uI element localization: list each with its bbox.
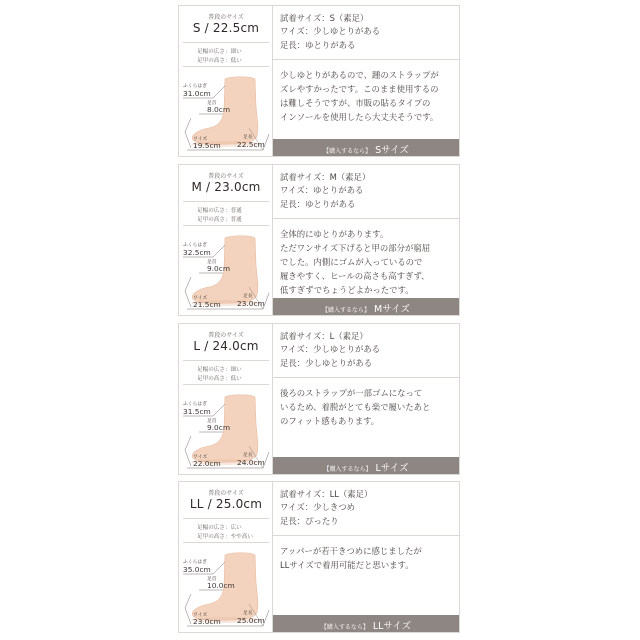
foot-width-text: 足幅の広さ：細い — [197, 367, 242, 373]
recommended-size: Lサイズ — [375, 463, 409, 474]
recommended-size: Mサイズ — [374, 304, 410, 315]
recommend-prefix: 【購入するなら】 — [323, 466, 372, 473]
calf-value: 35.0cm — [183, 565, 211, 574]
review-text — [280, 544, 458, 572]
wise-value: 21.5cm — [193, 300, 221, 309]
wise-label: ワイズ — [193, 296, 208, 301]
trial-line: ワイズ：少しゆとりがある — [280, 26, 381, 37]
review-line: LLサイズで着用可能だと思います。 — [280, 560, 414, 570]
recommended-size-banner[interactable] — [273, 457, 459, 474]
trial-line: 試着サイズ：L（素足） — [280, 331, 368, 341]
foot-width-text: 足幅の広さ：普通 — [197, 208, 242, 214]
divider — [183, 360, 269, 361]
recommended-size: Sサイズ — [375, 145, 409, 156]
recommend-prefix: 【購入するなら】 — [323, 148, 372, 155]
calf-label: ふくらはぎ — [183, 84, 207, 89]
review-line: アッパーが若干きつめに感じましたが — [280, 546, 422, 556]
review-line: ズレやすかったです。このまま使用するの — [280, 84, 439, 94]
ankle-label: 足首 — [207, 419, 217, 424]
trial-line: 試着サイズ：LL（素足） — [280, 489, 373, 499]
divider — [183, 42, 269, 43]
usual-size-label: 普段のサイズ — [208, 490, 244, 497]
usual-size-label: 普段のサイズ — [208, 173, 244, 180]
review-line: 全体的にゆとりがあります。 — [280, 229, 389, 239]
length-value: 24.0cm — [237, 458, 265, 467]
recommended-size: LLサイズ — [372, 621, 412, 632]
divider — [183, 201, 269, 202]
size-card — [178, 164, 460, 316]
foot-measurement-illustration — [179, 384, 273, 474]
trial-line: 足長：ゆとりがある — [280, 39, 356, 50]
usual-size-label: 普段のサイズ — [208, 332, 244, 339]
wise-value: 22.0cm — [193, 459, 221, 468]
size-profile-panel — [179, 165, 273, 315]
trial-line: 足長：ゆとりがある — [280, 198, 356, 209]
size-profile-panel — [179, 324, 273, 474]
length-label: 足長 — [243, 611, 253, 616]
instep-height-text: 足甲の高さ：やや高い — [197, 534, 253, 540]
trial-review-panel — [273, 324, 459, 474]
foot-measurement-illustration — [179, 225, 273, 315]
calf-value: 31.5cm — [183, 407, 211, 416]
calf-value: 32.5cm — [183, 248, 211, 257]
review-line: 履きやすく、ヒールの高さも高すぎず、 — [280, 271, 430, 281]
foot-width-text: 足幅の広さ：広い — [197, 525, 242, 531]
review-line: 少しゆとりがあるので、踵のストラップが — [280, 70, 439, 80]
ankle-value: 9.0cm — [207, 423, 231, 432]
length-value: 22.5cm — [237, 140, 265, 149]
divider — [273, 535, 459, 536]
usual-size-value: S / 22.5cm — [192, 21, 260, 35]
instep-height-text: 足甲の高さ：低い — [197, 376, 242, 382]
trial-line: 試着サイズ：M（素足） — [280, 172, 371, 182]
usual-size-label: 普段のサイズ — [208, 14, 244, 21]
ankle-label: 足首 — [207, 577, 217, 582]
wise-value: 23.0cm — [193, 617, 221, 626]
size-profile-panel — [179, 6, 273, 156]
usual-size-value: L / 24.0cm — [193, 339, 259, 353]
recommend-prefix: 【購入するなら】 — [322, 307, 371, 314]
ankle-label: 足首 — [207, 101, 217, 106]
length-label: 足長 — [243, 294, 253, 299]
trial-line: ワイズ：少しゆとりがある — [280, 344, 381, 355]
usual-size-value: LL / 25.0cm — [189, 497, 263, 511]
foot-measurement-illustration — [179, 66, 273, 156]
ankle-value: 10.0cm — [207, 581, 235, 590]
length-label: 足長 — [243, 453, 253, 458]
recommended-size-banner[interactable] — [273, 139, 459, 156]
foot-measurement-illustration — [179, 542, 273, 632]
trial-review-panel — [273, 482, 459, 632]
divider — [273, 377, 459, 378]
instep-height-text: 足甲の高さ：普通 — [197, 217, 242, 223]
review-line: は難しそうですが、市販の貼るタイプの — [280, 98, 431, 108]
review-line: でした。内側にゴムが入っているので — [280, 257, 423, 267]
calf-value: 31.0cm — [183, 89, 211, 98]
review-line: 低すぎずでちょうどよかったです。 — [280, 285, 414, 295]
ankle-value: 8.0cm — [207, 105, 231, 114]
ankle-label: 足首 — [207, 260, 217, 265]
size-card — [178, 323, 460, 475]
review-text — [280, 227, 458, 297]
length-value: 25.0cm — [237, 616, 265, 625]
trial-line: ワイズ：少しきつめ — [280, 502, 356, 513]
wise-label: ワイズ — [193, 613, 208, 618]
trial-review-panel — [273, 6, 459, 156]
review-line: のフィット感もあります。 — [280, 416, 380, 426]
instep-height-text: 足甲の高さ：低い — [197, 58, 242, 64]
wise-label: ワイズ — [193, 137, 208, 142]
trial-size-details — [280, 488, 458, 528]
wise-bracket — [185, 277, 191, 307]
size-profile-panel — [179, 482, 273, 632]
length-label: 足長 — [243, 135, 253, 140]
foot-width-text: 足幅の広さ：細い — [197, 49, 242, 55]
trial-line: ワイズ：ゆとりがある — [280, 185, 364, 196]
review-text — [280, 386, 458, 428]
trial-line: 足長：少しゆとりがある — [280, 357, 373, 368]
calf-label: ふくらはぎ — [183, 402, 207, 407]
length-value: 23.0cm — [237, 299, 265, 308]
recommend-prefix: 【購入するなら】 — [320, 624, 369, 631]
trial-review-panel — [273, 165, 459, 315]
wise-bracket — [185, 436, 191, 466]
calf-label: ふくらはぎ — [183, 560, 207, 565]
size-card — [178, 481, 460, 633]
wise-label: ワイズ — [193, 455, 208, 460]
recommended-size-banner[interactable] — [273, 615, 459, 632]
review-line: インソールを使用したら大丈夫そうです。 — [280, 112, 439, 122]
divider — [183, 518, 269, 519]
recommended-size-banner[interactable] — [273, 298, 459, 315]
trial-line: 足長：ぴったり — [280, 515, 339, 526]
calf-label: ふくらはぎ — [183, 243, 207, 248]
review-line: 後ろのストラップが一部ゴムになって — [280, 388, 423, 398]
usual-size-value: M / 23.0cm — [191, 180, 261, 194]
wise-bracket — [185, 118, 191, 148]
review-line: いるため、着脱がとても楽で履いたあと — [280, 402, 431, 412]
wise-bracket — [185, 594, 191, 624]
trial-size-details — [280, 12, 458, 52]
trial-size-details — [280, 171, 458, 211]
trial-size-details — [280, 330, 458, 370]
divider — [273, 59, 459, 60]
size-card — [178, 5, 460, 157]
review-text — [280, 68, 458, 124]
divider — [273, 218, 459, 219]
wise-value: 19.5cm — [193, 141, 221, 150]
review-line: ただワンサイズ下げると甲の部分が窮屈 — [280, 243, 431, 253]
ankle-value: 9.0cm — [207, 264, 231, 273]
trial-line: 試着サイズ：S（素足） — [280, 13, 369, 23]
